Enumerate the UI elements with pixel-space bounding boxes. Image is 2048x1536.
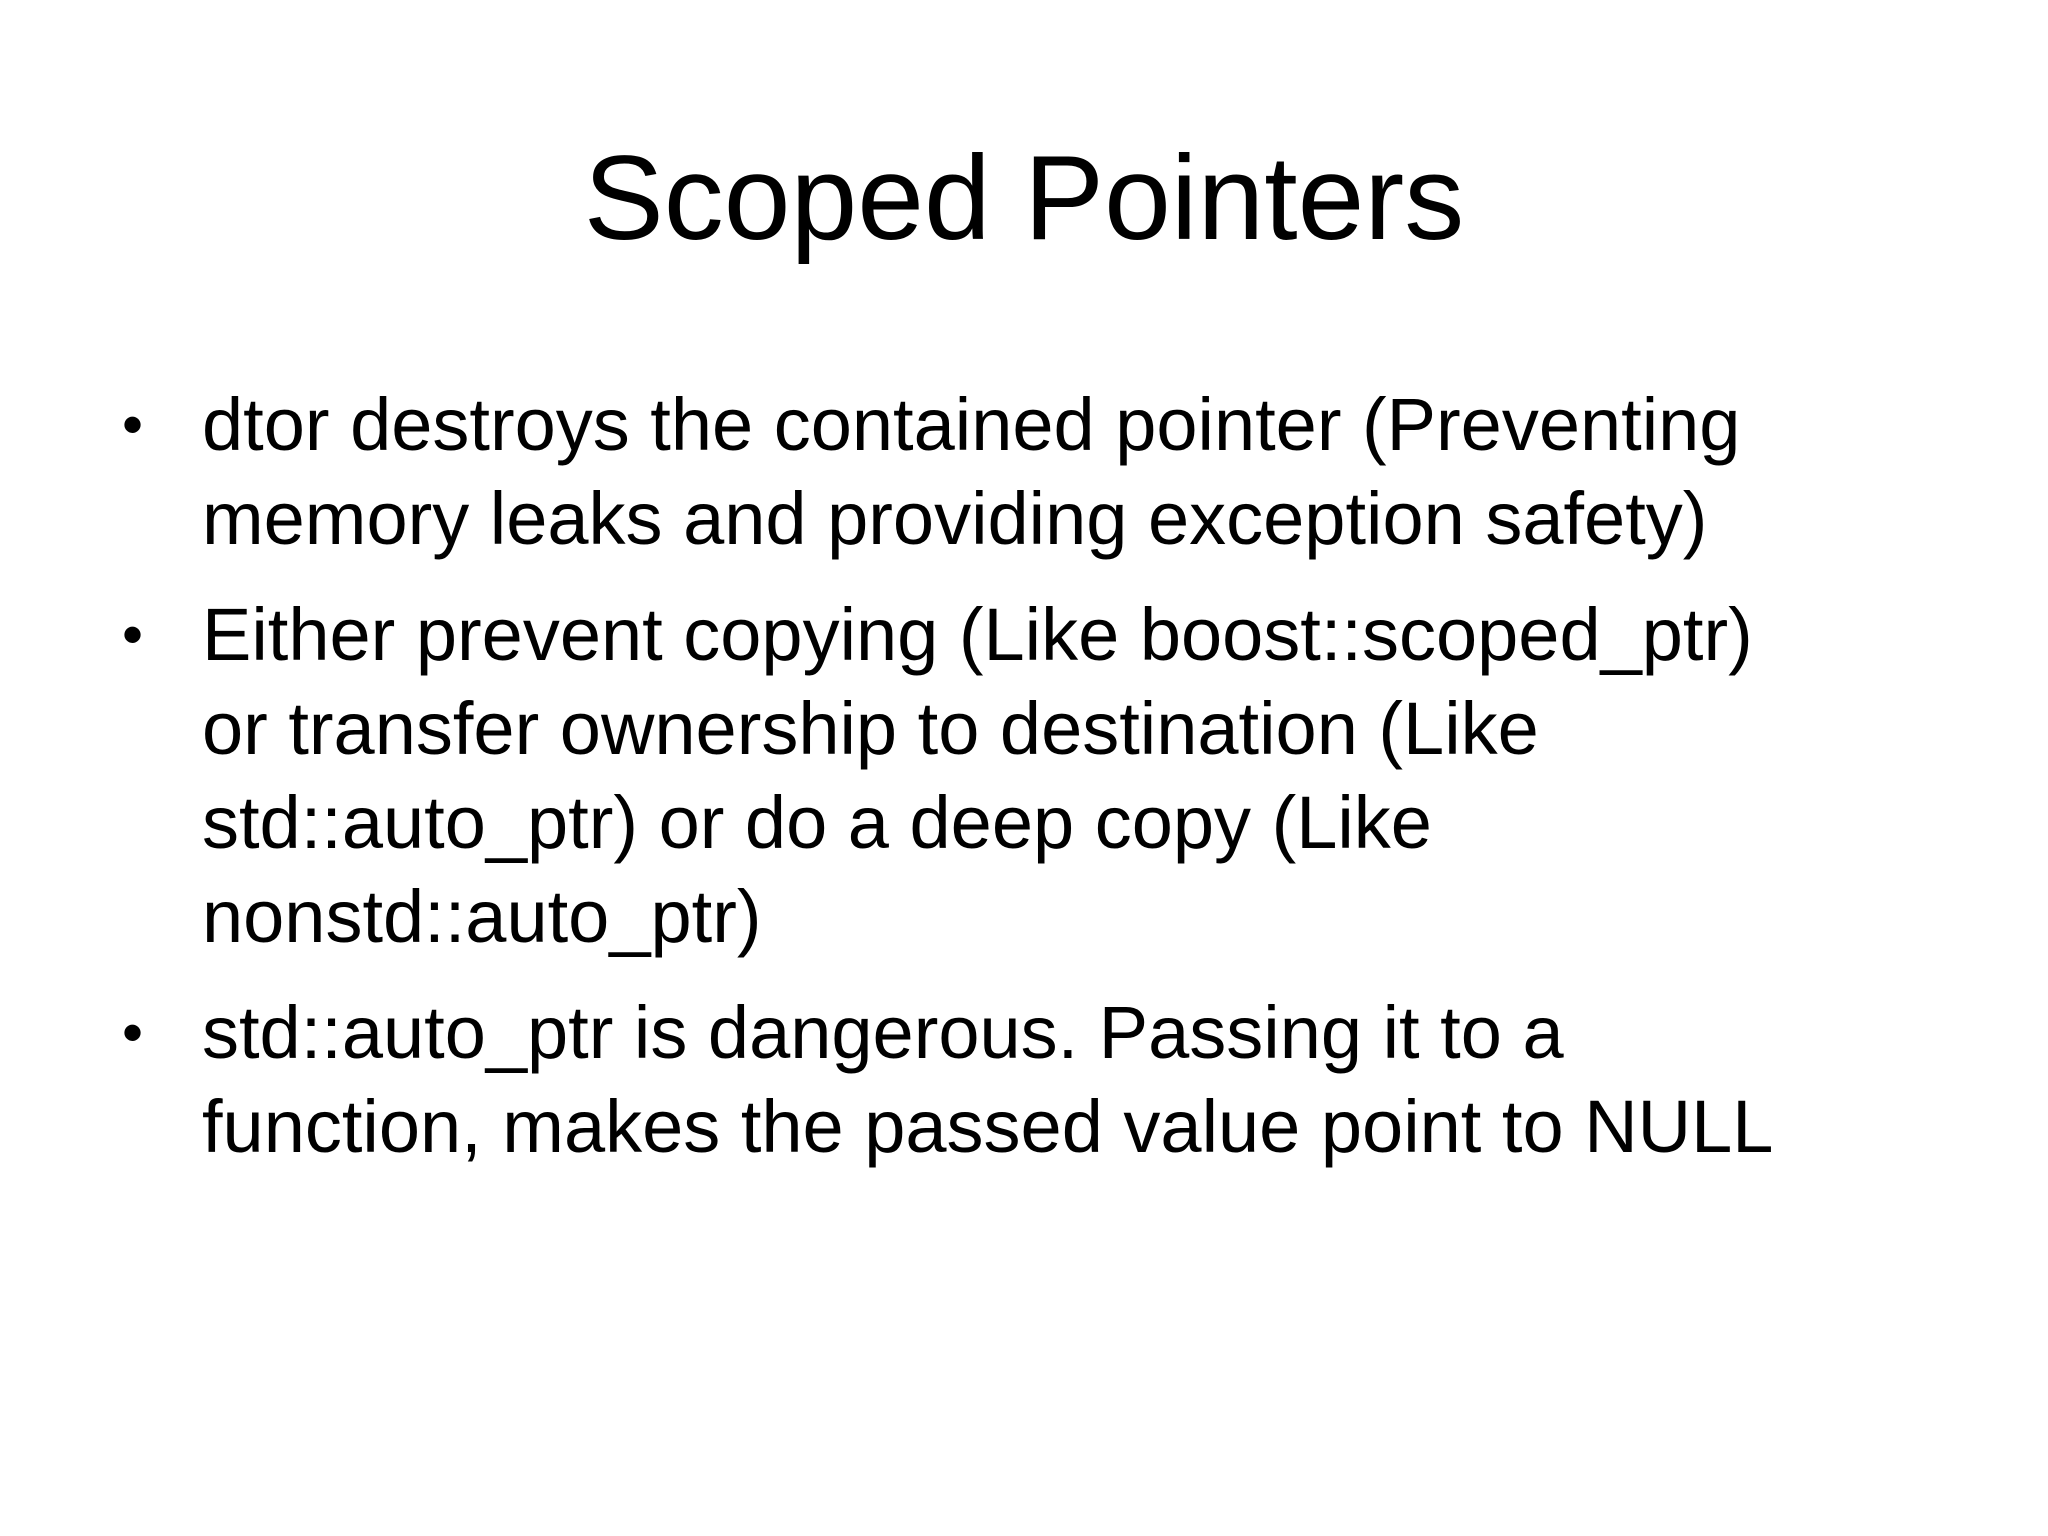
bullet-line: std::auto_ptr is dangerous. Passing it to a <box>202 991 1564 1074</box>
bullet-item <box>122 986 1962 1174</box>
bullet-item <box>122 588 1962 964</box>
bullet-marker: • <box>122 391 144 458</box>
bullet-line: nonstd::auto_ptr) <box>202 875 762 958</box>
bullet-line: or transfer ownership to destination (Like <box>202 687 1539 770</box>
bullet-marker: • <box>122 601 144 668</box>
bullet-line: memory leaks and providing exception safety) <box>202 477 1708 560</box>
bullet-marker: • <box>122 999 144 1066</box>
bullet-line: function, makes the passed value point to NULL <box>202 1085 1774 1168</box>
bullet-line: Either prevent copying (Like boost::scoped_ptr) <box>202 593 1753 676</box>
bullet-line: dtor destroys the contained pointer (Preventing <box>202 383 1741 466</box>
slide-title: Scoped Pointers <box>583 131 1465 265</box>
bullet-list <box>122 378 1962 1196</box>
bullet-item <box>122 378 1962 566</box>
bullet-line: std::auto_ptr) or do a deep copy (Like <box>202 781 1432 864</box>
